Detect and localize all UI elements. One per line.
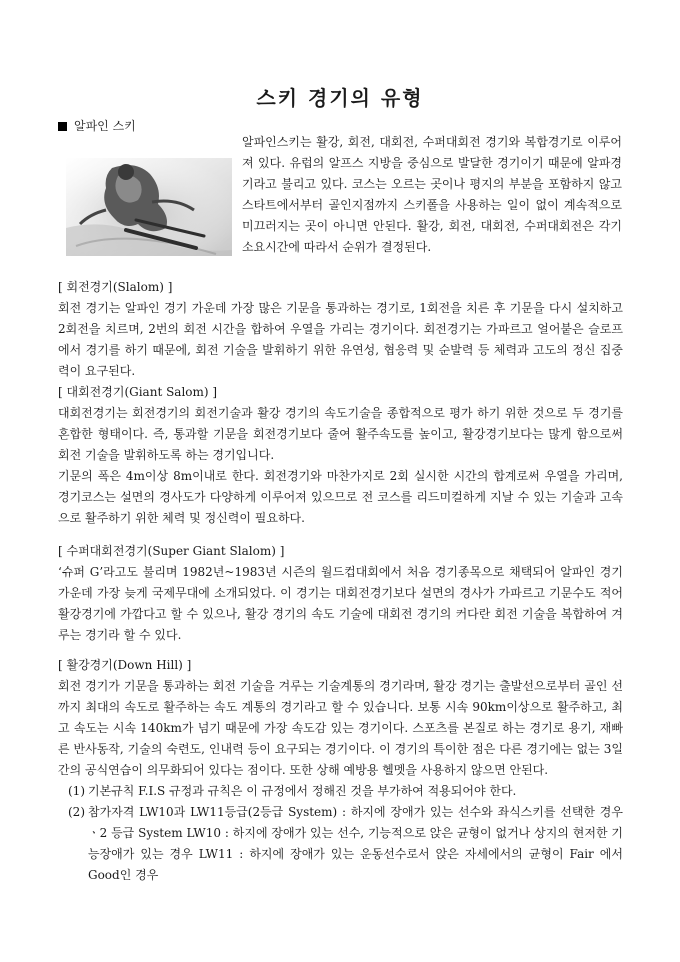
giant-slalom-paragraph-1: 대회전경기는 회전경기의 회전기술과 활강 경기의 속도기술을 종합적으로 평가 하기 위한 것으로 두 경기를 혼합한 형태이다. 즉, 통과할 기문을 회전경기보다 줄여 활주속도를 높이고, 활강경기보다는 많게 함으로써 회전 기술을 발휘하도록 하는 경기입니다.: [58, 406, 623, 462]
slalom-paragraph: 회전 경기는 알파인 경기 가운데 가장 많은 기문을 통과하는 경기로, 1회전을 치른 후 기문을 다시 설치하고 2회전을 치르며, 2번의 회전 시간을 합하여 우열을 가리는 경기이다. 회전경기는 가파르고 얼어붙은 슬로프에서 경기를 하기 때문에, 회전 기술을 발휘하기 위한 유연성, 협응력 및 순발력 등 체력과 고도의 정신 집중력이 요구된다.: [58, 301, 623, 378]
section-slalom: [58, 277, 623, 382]
rule-number: (1): [68, 784, 85, 798]
giant-slalom-subtitle: [ 대회전경기(Giant Salom) ]: [58, 385, 218, 399]
section-super-g: [58, 541, 623, 646]
section-giant-slalom: [58, 382, 623, 529]
downhill-subtitle: [ 활강경기(Down Hill) ]: [58, 658, 192, 672]
rule-number: (2): [68, 805, 85, 819]
super-g-subtitle: [ 수퍼대회전경기(Super Giant Slalom) ]: [58, 544, 285, 558]
rule-text: 참가자격 LW10과 LW11등급(2등급 System) : 하지에 장애가 있는 선수와 좌식스키를 선택한 경우 ㆍ2 등급 System LW10 : 하지에 장애가 있는 선수, 기능적으로 앉은 균형이 없거나 상지의 현저한 기능장애가 있는 경우 LW11 : 하지에 장애가 있는 운동선수로서 앉은 자세에서의 균형이 Fair 에서 Good인 경우: [88, 805, 623, 882]
section-downhill: [58, 655, 623, 886]
rule-item: [58, 802, 623, 886]
giant-slalom-paragraph-2: 기문의 폭은 4m이상 8m이내로 한다. 회전경기와 마찬가지로 2회 실시한 시간의 합계로써 우열을 가리며, 경기코스는 설면의 경사도가 다양하게 이루어져 있으므로 전 코스를 리드미컬하게 지날 수 있는 기술과 고속으로 활주하기 위한 체력 및 정신력이 필요하다.: [58, 469, 623, 525]
downhill-paragraph: 회전 경기가 기문을 통과하는 회전 기술을 겨루는 기술계통의 경기라며, 활강 경기는 출발선으로부터 골인 선까지 최대의 속도로 활주하는 속도 계통의 경기라고 할 수 있습니다. 보통 시속 90km이상으로 활주하고, 최고 속도는 시속 140km가 넘기 때문에 가장 속도감 있는 경기이다. 스포츠를 본질로 하는 경기로 용기, 재빠른 반사동작, 기술의 숙련도, 인내력 등이 요구되는 경기이다. 이 경기의 특이한 점은 다른 경기에는 없는 3일간의 공식연습이 의무화되어 있다는 점이다. 또한 상해 예방용 헬멧을 사용하지 않으면 안된다.: [58, 679, 623, 777]
section-heading-label: 알파인 스키: [74, 119, 136, 133]
section-heading-alpine: [58, 117, 136, 134]
downhill-rules-list: [58, 781, 623, 886]
alpine-description: 알파인스키는 활강, 회전, 대회전, 수퍼대회전 경기와 복합경기로 이루어져 있다. 유럽의 알프스 지방을 중심으로 발달한 경기이기 때문에 알파경기라고 불리고 있다. 코스는 오르는 곳이나 평지의 부분을 포함하지 않고 스타트에서부터 골인지점까지 스키폴을 사용하는 일이 없이 계속적으로 미끄러지는 곳이 아니면 안된다. 활강, 회전, 대회전, 수퍼대회전은 각기 소요시간에 따라서 순위가 결정된다.: [242, 135, 622, 254]
alpine-skier-photo: [66, 158, 232, 256]
page-title: 스키 경기의 유형: [256, 86, 424, 110]
slalom-subtitle: [ 회전경기(Slalom) ]: [58, 280, 173, 294]
rule-text: 기본규칙 F.I.S 규정과 규칙은 이 규정에서 정해진 것을 부가하여 적용되어야 한다.: [88, 784, 517, 798]
black-square-bullet-icon: [58, 122, 67, 131]
super-g-paragraph: ‘슈퍼 G’라고도 불리며 1982년~1983년 시즌의 월드컵대회에서 처음 경기종목으로 채택되어 알파인 경기 가운데 가장 늦게 국제무대에 소개되었다. 이 경기는 대회전경기보다 설면의 경사가 가파르고 기문수도 적어 활강경기에 가깝다고 할 수 있으나, 활강 경기의 속도 기술에 대회전 경기의 커다란 회전 기술을 복합하여 겨루는 경기라 할 수 있다.: [58, 565, 623, 642]
rule-item: [58, 781, 623, 802]
